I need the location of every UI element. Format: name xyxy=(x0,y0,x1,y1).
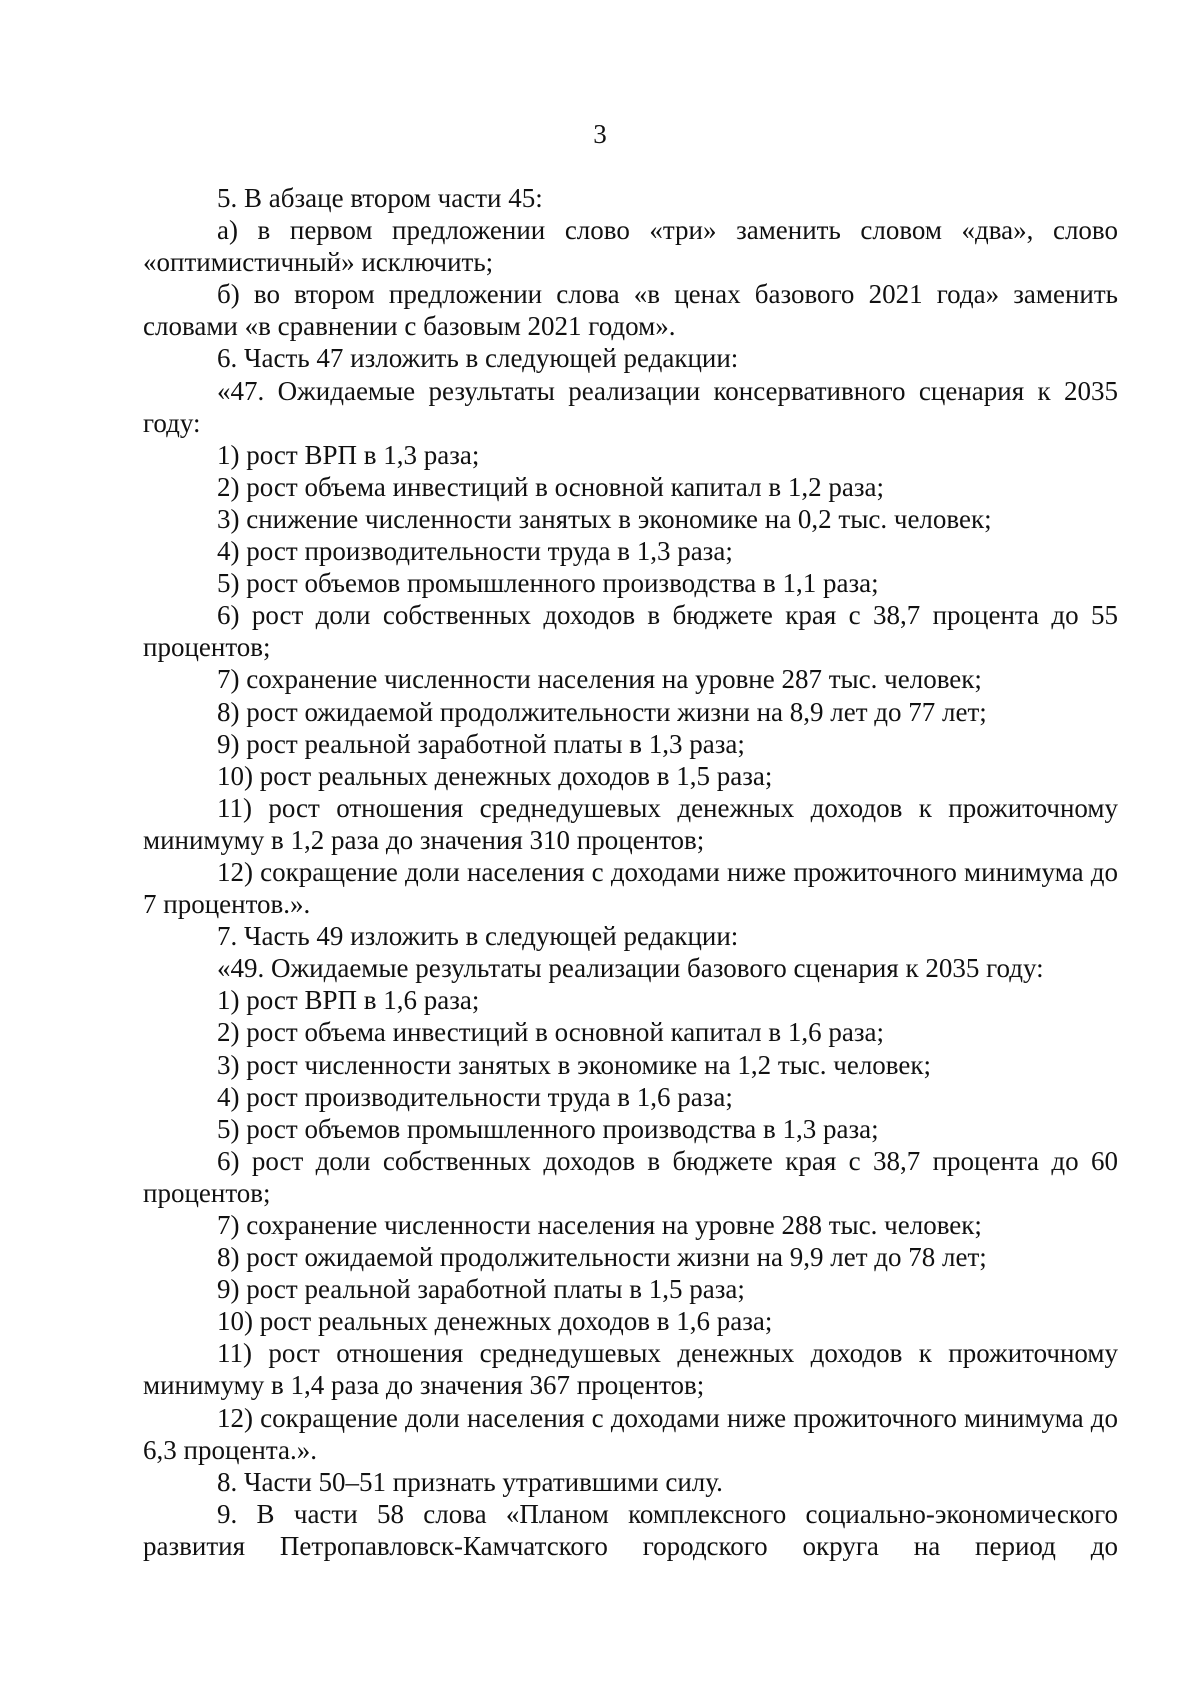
paragraph-item-7: 7. Часть 49 изложить в следующей редакции: xyxy=(217,921,739,952)
paragraph-part-47-heading: «47. Ожидаемые результаты реализации консервативного сценария к 2035 году: xyxy=(143,375,1118,438)
list-item: 10) рост реальных денежных доходов в 1,6 раза; xyxy=(217,1306,773,1337)
list-item: 6) рост доли собственных доходов в бюджете края с 38,7 процента до 55 процентов; xyxy=(143,600,1118,663)
list-item: 5) рост объемов промышленного производства в 1,3 раза; xyxy=(217,1113,879,1144)
list-item: 1) рост ВРП в 1,6 раза; xyxy=(217,985,480,1016)
paragraph-item-5: 5. В абзаце втором части 45: xyxy=(217,183,543,213)
list-item: 6) рост доли собственных доходов в бюджете края с 38,7 процента до 60 процентов; xyxy=(143,1145,1118,1208)
paragraph-part-49-heading: «49. Ожидаемые результаты реализации базового сценария к 2035 году: xyxy=(217,953,1044,984)
list-item: 3) рост численности занятых в экономике на 1,2 тыс. человек; xyxy=(217,1049,931,1080)
list-item: 11) рост отношения среднедушевых денежных доходов к прожиточному минимуму в 1,4 раза до значения 367 процентов; xyxy=(143,1338,1118,1401)
list-item: 5) рост объемов промышленного производства в 1,1 раза; xyxy=(217,568,879,599)
paragraph-item-9: 9. В части 58 слова «Планом комплексного социально-экономического развития Петропавловск-Камчатского городского округа на период до xyxy=(143,1498,1118,1561)
paragraph-item-8: 8. Части 50–51 признать утратившими силу. xyxy=(217,1466,723,1497)
list-item: 2) рост объема инвестиций в основной капитал в 1,6 раза; xyxy=(217,1017,885,1048)
list-item: 8) рост ожидаемой продолжительности жизни на 9,9 лет до 78 лет; xyxy=(217,1242,987,1273)
list-item: 7) сохранение численности населения на уровне 287 тыс. человек; xyxy=(217,664,982,695)
list-item: 4) рост производительности труда в 1,6 раза; xyxy=(217,1081,733,1112)
paragraph-subitem-b: б) во втором предложении слова «в ценах базового 2021 года» заменить словами «в сравнении с базовым 2021 годом». xyxy=(143,279,1118,342)
list-item: 7) сохранение численности населения на уровне 288 тыс. человек; xyxy=(217,1210,982,1240)
list-item: 9) рост реальной заработной платы в 1,5 раза; xyxy=(217,1274,745,1305)
list-item: 9) рост реальной заработной платы в 1,3 раза; xyxy=(217,728,745,759)
list-item: 10) рост реальных денежных доходов в 1,5 раза; xyxy=(217,760,773,791)
list-item: 12) сокращение доли населения с доходами ниже прожиточного минимума до 6,3 процента.». xyxy=(143,1402,1118,1465)
list-item: 3) снижение численности занятых в экономике на 0,2 тыс. человек; xyxy=(217,503,992,534)
paragraph-item-6: 6. Часть 47 изложить в следующей редакции: xyxy=(217,343,739,374)
document-body xyxy=(143,182,1118,1562)
list-item: 11) рост отношения среднедушевых денежных доходов к прожиточному минимуму в 1,2 раза до значения 310 процентов; xyxy=(143,792,1118,855)
list-item: 2) рост объема инвестиций в основной капитал в 1,2 раза; xyxy=(217,471,885,502)
list-item: 4) рост производительности труда в 1,3 раза; xyxy=(217,536,733,567)
list-item: 1) рост ВРП в 1,3 раза; xyxy=(217,439,480,470)
page-number: 3 xyxy=(593,119,607,149)
list-item: 8) рост ожидаемой продолжительности жизни на 8,9 лет до 77 лет; xyxy=(217,696,987,727)
paragraph-subitem-a: а) в первом предложении слово «три» заменить словом «два», слово «оптимистичный» исключить; xyxy=(143,215,1118,278)
list-item: 12) сокращение доли населения с доходами ниже прожиточного минимума до 7 процентов.». xyxy=(143,856,1118,920)
